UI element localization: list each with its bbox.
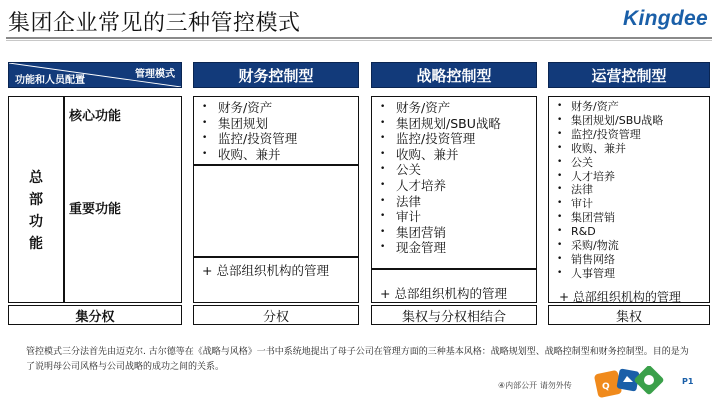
list-item: • 法律 [557,183,593,197]
list-item: • 收购、兼并 [557,141,626,155]
list-item: • 收购、兼并 [380,146,459,162]
financial-column [193,96,359,303]
list-item: • R&D [557,225,596,239]
list-item: • 集团规划 [202,115,269,131]
footer-cell-hq: 集分权 [8,305,182,325]
strategic-column [371,96,537,303]
column-header-strategic: 战略控制型 [371,62,537,88]
hq-function-divider [63,97,65,302]
list-item: • 法律 [380,193,422,209]
hq-function-block [8,96,182,303]
list-item: • 集团营销 [557,211,615,225]
important-function-label: 重要功能 [69,202,122,217]
financial-function-list [202,100,354,162]
strategic-function-list [380,100,532,256]
list-item: • 集团规划/SBU战略 [380,115,501,131]
corner-label-management-mode: 管理模式 [135,69,175,80]
hq-function-vertical-label: 总 部 功 能 [29,170,43,252]
footer-cell-operational: 集权 [548,305,710,325]
confidential-label: ④内部公开 请勿外传 [498,381,572,390]
list-item: • 人才培养 [557,169,615,183]
column-header-financial: 财务控制型 [193,62,359,88]
list-item: • 财务/资产 [202,100,273,115]
list-item: • 财务/资产 [380,100,451,115]
slide-title: 集团企业常见的三种管控模式 [8,11,301,36]
table-corner-header [8,62,182,88]
list-item: • 采购/物流 [557,239,619,253]
page-number: P1 [682,377,694,386]
list-item: • 人才培养 [380,177,447,193]
operational-function-list [557,100,705,281]
list-item: • 现金管理 [380,240,447,256]
corner-label-function-staffing: 功能和人员配置 [15,75,85,86]
list-item: • 销售网络 [557,252,615,266]
strategic-plus-item: + 总部组织机构的管理 [380,286,507,301]
strategic-plus-divider [372,268,536,270]
column-header-operational: 运营控制型 [548,62,710,88]
corner-logo-icon [594,366,694,402]
list-item: • 公关 [557,155,593,169]
operational-column [548,96,710,303]
svg-text:Q: Q [602,382,610,392]
operational-plus-item: + 总部组织机构的管理 [559,290,681,304]
footer-cell-strategic: 集权与分权相结合 [371,305,537,325]
list-item: • 集团营销 [380,224,447,240]
kingdee-logo: Kingdee [623,7,708,30]
list-item: • 公关 [380,162,422,178]
footnote: 管控模式三分法首先由迈克尔. 古尔德等在《战略与风格》一书中系统地提出了母子公司在管理方面的三种基本风格：战略规划型、战略控制型和财务控制型。目的是为了说明母公司风格与公司战略的成功之间的关系。 [26,347,689,372]
financial-plus-divider [194,256,358,258]
list-item: • 收购、兼并 [202,146,281,162]
footer-cell-financial: 分权 [193,305,359,325]
list-item: • 集团规划/SBU战略 [557,113,664,127]
list-item: • 监控/投资管理 [557,127,641,141]
list-item: • 审计 [380,209,422,225]
core-function-label: 核心功能 [69,109,122,124]
list-item: • 财务/资产 [557,100,619,113]
financial-core-divider [194,164,358,166]
list-item: • 监控/投资管理 [202,131,298,147]
title-divider-secondary [6,40,712,41]
list-item: • 监控/投资管理 [380,131,476,147]
list-item: • 审计 [557,197,593,211]
list-item: • 人事管理 [557,266,615,280]
financial-plus-item: + 总部组织机构的管理 [202,263,329,278]
title-divider [6,37,712,39]
